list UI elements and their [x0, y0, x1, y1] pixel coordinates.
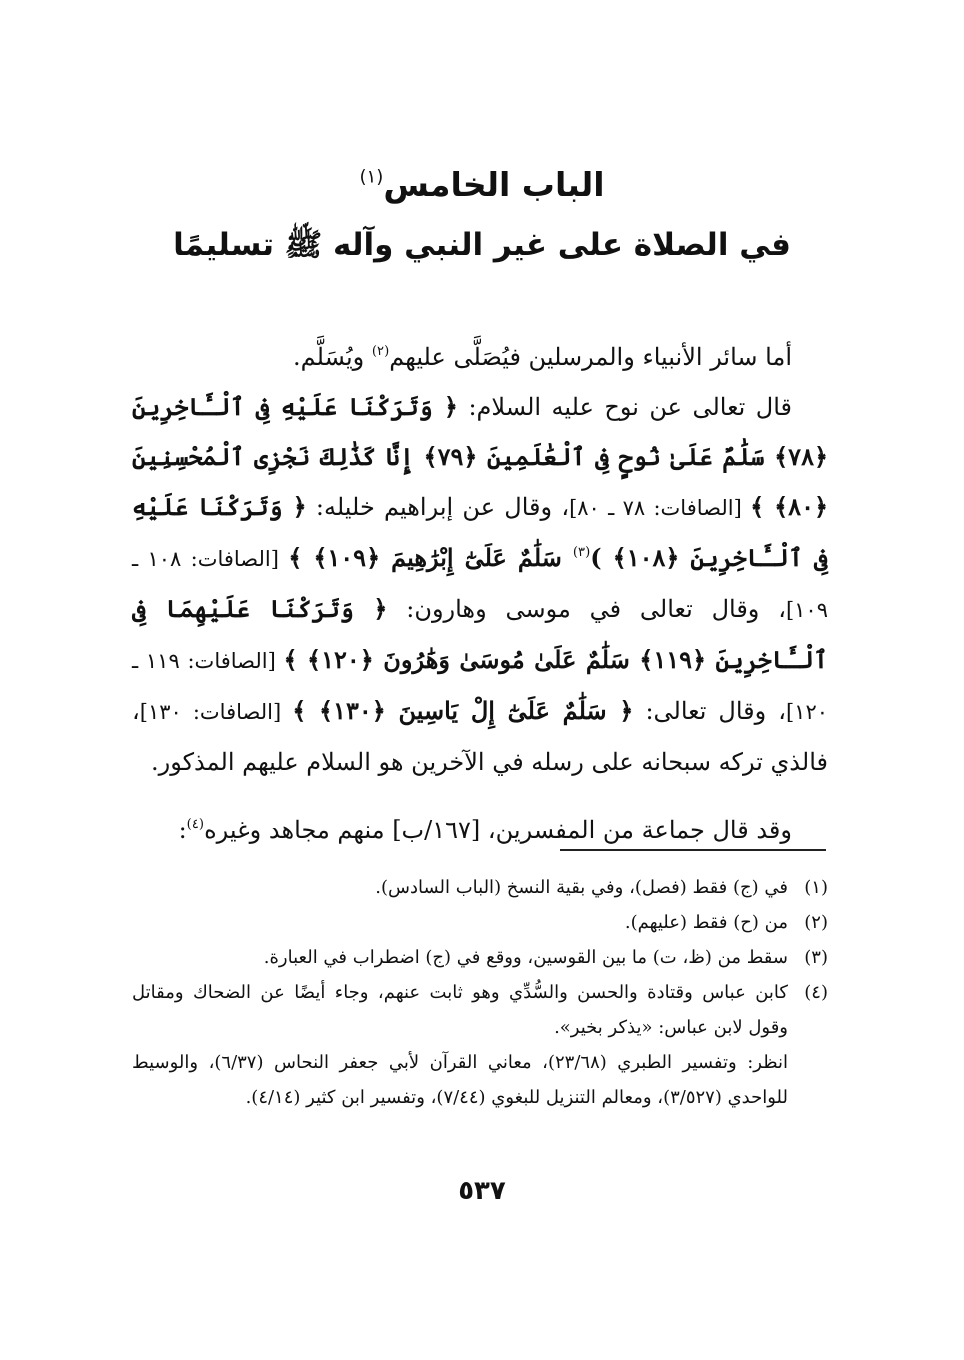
verse-reference: [الصافات: ٧٨ ـ ٨٠]: [569, 496, 751, 520]
paragraph-2-text: ، وقال تعالى في موسى وهارون:: [387, 595, 786, 623]
footnote-item: [132, 870, 828, 905]
chapter-heading: [0, 160, 964, 272]
chapter-title: [0, 160, 964, 210]
footnote-marker: (١): [359, 166, 384, 188]
paragraph-3-text: وقد قال جماعة من المفسرين، [١٦٧/ب] منهم مجاهد وغيره: [204, 816, 792, 844]
footnote-item: [132, 905, 828, 940]
footnote-item: [132, 940, 828, 975]
footnote-marker: (٣): [572, 545, 591, 561]
verse-reference: [الصافات: ١٣٠]: [139, 700, 293, 724]
quran-verse-ibrahim-2: سَلَٰمٌ عَلَىٰٓ إِبْرَٰهِيمَ ﴿١٠٩﴾ ﴾: [288, 543, 573, 572]
footnote-text: سقط من (ظ، ت) ما بين القوسين، ووقع في (ج) اضطراب في العبارة.: [263, 947, 788, 968]
footnote-item: [132, 975, 828, 1045]
footnote-number: (١): [804, 877, 828, 898]
paragraph-3: [132, 805, 828, 855]
footnote-number: (٤): [804, 982, 828, 1003]
paragraph-3-end: :: [178, 816, 187, 844]
page-number: ٥٣٧: [458, 1176, 506, 1206]
paragraph-2-text: ، وقال تعالى:: [633, 697, 786, 725]
paragraph-2-end: ، فالذي تركه سبحانه على رسله في الآخرين هو السلام عليهم المذكور.: [132, 697, 828, 776]
chapter-title-text: الباب الخامس: [383, 165, 605, 204]
paragraph-2-intro: قال تعالى عن نوح عليه السلام:: [457, 393, 793, 421]
footnote-text: من (ح) فقط (عليهم).: [624, 912, 788, 933]
quran-verse-ilyasin: ﴿ سَلَٰمٌ عَلَىٰٓ إِلْ يَاسِينَ ﴿١٣٠﴾ ﴾: [292, 696, 634, 725]
footnote-divider: [560, 849, 826, 851]
footnote-marker: (٢): [371, 344, 390, 360]
quran-verse-ibrahim: ﴿ وَتَرَكْنَا عَلَيْهِ فِى ٱلْـَٔاخِرِينَ ﴿١٠٨﴾ ): [132, 492, 828, 572]
footnote-number: (٢): [804, 912, 828, 933]
paragraph-2: [132, 382, 828, 787]
footnote-text: في (ج) فقط (فصل)، وفي بقية النسخ (الباب السادس).: [375, 877, 788, 898]
verse-reference: [الصافات: ١٠٨ ـ ١٠٩]: [132, 547, 828, 622]
footnote-text: كابن عباس وقتادة والحسن والسُّدِّي وهو ثابت عنهم، وجاء أيضًا عن الضحاك ومقاتل وقول لابن عباس: «يذكر بخير».: [132, 982, 788, 1038]
paragraph-1-end: ويُسَلَّم.: [293, 343, 372, 371]
chapter-subtitle: في الصلاة على غير النبي وآله ﷺ تسليمًا: [173, 227, 791, 263]
paragraph-1: [132, 332, 828, 382]
footnotes: [132, 870, 828, 1115]
footnote-number: (٣): [804, 947, 828, 968]
body-text: [132, 332, 828, 855]
verse-reference: [الصافات: ١١٩ ـ ١٢٠]: [132, 649, 829, 724]
paragraph-1-text: أما سائر الأنبياء والمرسلين فيُصَلَّى عليهم: [389, 343, 792, 371]
quran-verse-musa-harun: ﴿ وَتَرَكْنَا عَلَيْهِمَا فِى ٱلْـَٔاخِرِينَ ﴿١١٩﴾ سَلَٰمٌ عَلَىٰ مُوسَىٰ وَهَٰرُونَ ﴿١٢٠﴾ ﴾: [132, 594, 828, 674]
quran-verse-nuh: ﴿ وَتَرَكْنَا عَلَيْهِ فِى ٱلْـَٔاخِرِينَ ﴿٧٨﴾ سَلَٰمٌ عَلَىٰ نُوحٍ فِى ٱلْعَٰلَمِينَ ﴿٧٩﴾ إِنَّا كَذَٰلِكَ نَجْزِى ٱلْمُحْسِنِينَ ﴿٨٠﴾ ﴾: [132, 392, 829, 521]
paragraph-2-text: ، وقال عن إبراهيم خليله:: [306, 493, 570, 521]
footnote-references: انظر: وتفسير الطبري (٢٣/٦٨)، معاني القرآن لأبي جعفر النحاس (٦/٣٧)، والوسيط للواحدي (٣/٥٢٧)، ومعالم التنزيل للبغوي (٧/٤٤)، وتفسير ابن كثير (٤/١٤).: [132, 1052, 788, 1108]
footnote-marker: (٤): [186, 817, 205, 833]
